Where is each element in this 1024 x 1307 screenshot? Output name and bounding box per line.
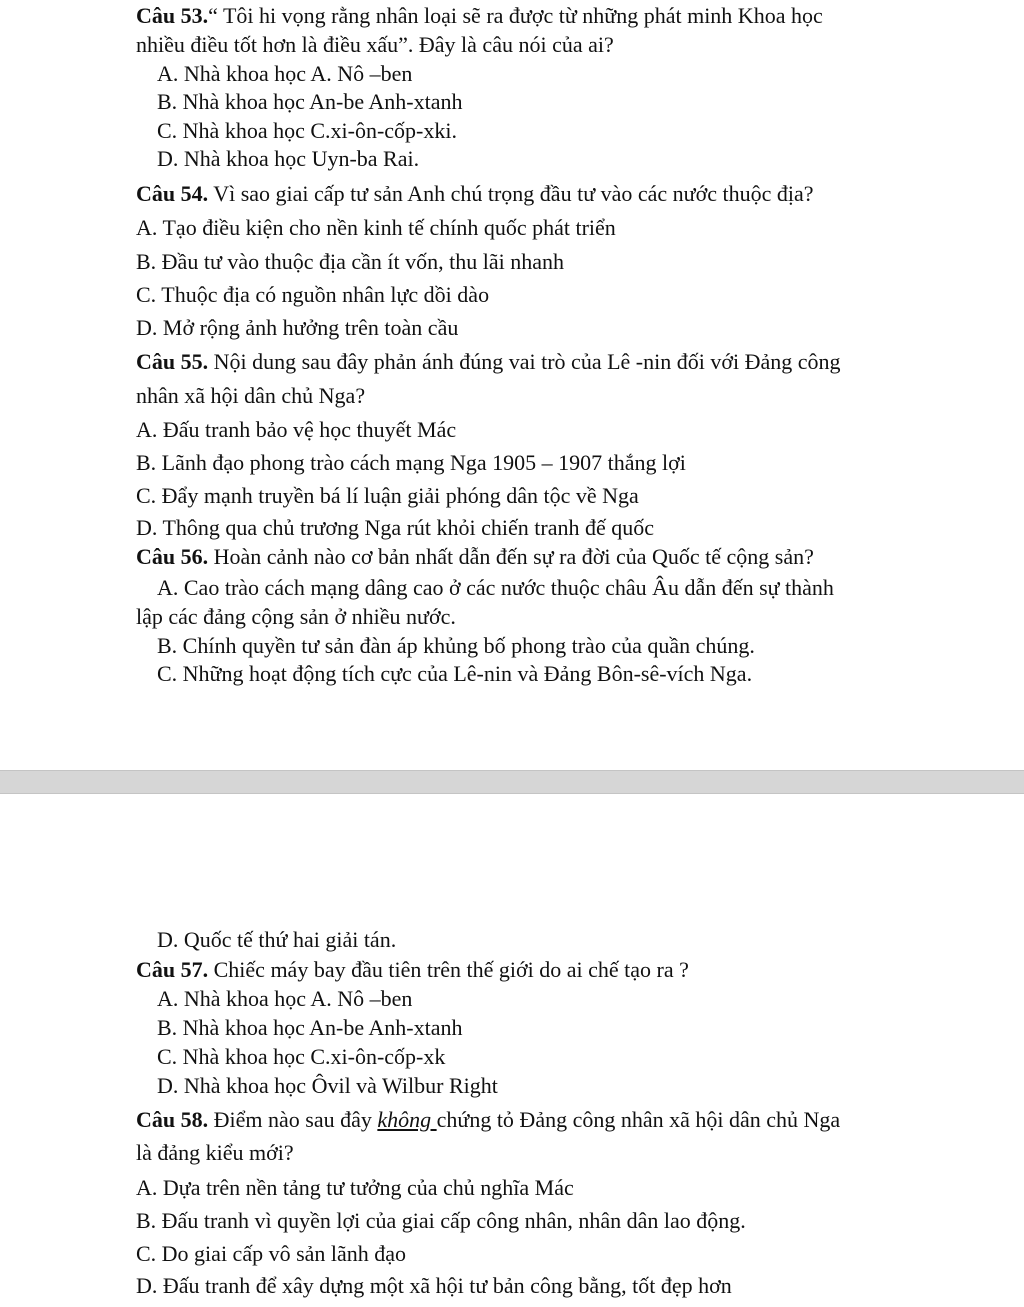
question-54-line1 bbox=[136, 180, 814, 208]
question-55-text: Nội dung sau đây phản ánh đúng vai trò của Lê -nin đối với Đảng công bbox=[208, 349, 841, 374]
question-53-option-a: A. Nhà khoa học A. Nô –ben bbox=[157, 61, 413, 86]
question-56-option-c: C. Những hoạt động tích cực của Lê-nin và Đảng Bôn-sê-vích Nga. bbox=[157, 661, 753, 686]
question-56-text: Hoàn cảnh nào cơ bản nhất dẫn đến sự ra đời của Quốc tế cộng sản? bbox=[208, 544, 814, 569]
question-56-option-a-line1: A. Cao trào cách mạng dâng cao ở các nước thuộc châu Âu dẫn đến sự thành bbox=[157, 575, 834, 600]
question-55-line2: nhân xã hội dân chủ Nga? bbox=[136, 383, 366, 408]
question-55-number: Câu 55. bbox=[136, 349, 209, 374]
question-56-option-d: D. Quốc tế thứ hai giải tán. bbox=[157, 927, 397, 952]
question-58-text-before: Điểm nào sau đây bbox=[208, 1107, 378, 1132]
question-58-line1 bbox=[136, 1106, 840, 1134]
question-55-option-a: A. Đấu tranh bảo vệ học thuyết Mác bbox=[136, 417, 457, 442]
question-56-option-a-line2: lập các đảng cộng sản ở nhiều nước. bbox=[136, 604, 456, 629]
question-57-number: Câu 57. bbox=[136, 957, 209, 982]
question-55-line1 bbox=[136, 348, 841, 376]
question-58-option-d: D. Đấu tranh để xây dựng một xã hội tư bản công bằng, tốt đẹp hơn bbox=[136, 1273, 732, 1298]
question-58-line2: là đảng kiểu mới? bbox=[136, 1140, 294, 1165]
question-58-option-a: A. Dựa trên nền tảng tư tưởng của chủ nghĩa Mác bbox=[136, 1175, 574, 1200]
question-56-line1 bbox=[136, 543, 814, 571]
question-53-text: “ Tôi hi vọng rằng nhân loại sẽ ra được từ những phát minh Khoa học bbox=[208, 3, 823, 28]
question-57-option-a: A. Nhà khoa học A. Nô –ben bbox=[157, 986, 413, 1011]
question-54-option-c: C. Thuộc địa có nguồn nhân lực dồi dào bbox=[136, 282, 490, 307]
question-57-option-b: B. Nhà khoa học An-be Anh-xtanh bbox=[157, 1015, 463, 1040]
page-break-separator bbox=[0, 770, 1024, 794]
question-58-emphasis: không bbox=[377, 1107, 437, 1132]
question-58-option-b: B. Đấu tranh vì quyền lợi của giai cấp công nhân, nhân dân lao động. bbox=[136, 1208, 746, 1233]
question-53-option-b: B. Nhà khoa học An-be Anh-xtanh bbox=[157, 89, 463, 114]
question-57-option-c: C. Nhà khoa học C.xi-ôn-cốp-xk bbox=[157, 1044, 446, 1069]
question-54-option-d: D. Mở rộng ảnh hưởng trên toàn cầu bbox=[136, 315, 459, 340]
question-57-text: Chiếc máy bay đầu tiên trên thế giới do ai chế tạo ra ? bbox=[208, 957, 689, 982]
question-58-option-c: C. Do giai cấp vô sản lãnh đạo bbox=[136, 1241, 407, 1266]
question-55-option-d: D. Thông qua chủ trương Nga rút khỏi chiến tranh đế quốc bbox=[136, 515, 655, 540]
question-54-number: Câu 54. bbox=[136, 181, 209, 206]
question-57-option-d: D. Nhà khoa học Ôvil và Wilbur Right bbox=[157, 1073, 498, 1098]
question-58-text-after: chứng tỏ Đảng công nhân xã hội dân chủ Nga bbox=[436, 1107, 841, 1132]
question-54-text: Vì sao giai cấp tư sản Anh chú trọng đầu tư vào các nước thuộc địa? bbox=[208, 181, 814, 206]
question-56-option-b: B. Chính quyền tư sản đàn áp khủng bố phong trào của quần chúng. bbox=[157, 633, 755, 658]
question-53-line2: nhiều điều tốt hơn là điều xấu”. Đây là câu nói của ai? bbox=[136, 32, 614, 57]
question-53-option-d: D. Nhà khoa học Uyn-ba Rai. bbox=[157, 146, 420, 171]
document-page-bottom bbox=[0, 794, 1024, 1307]
question-58-number: Câu 58. bbox=[136, 1107, 209, 1132]
question-55-option-c: C. Đẩy mạnh truyền bá lí luận giải phóng dân tộc về Nga bbox=[136, 483, 639, 508]
question-56-number: Câu 56. bbox=[136, 544, 209, 569]
question-53-line1 bbox=[136, 2, 823, 30]
question-54-option-b: B. Đầu tư vào thuộc địa cần ít vốn, thu lãi nhanh bbox=[136, 249, 565, 274]
question-54-option-a: A. Tạo điều kiện cho nền kinh tế chính quốc phát triển bbox=[136, 215, 616, 240]
question-57-line1 bbox=[136, 956, 689, 984]
question-55-option-b: B. Lãnh đạo phong trào cách mạng Nga 1905 – 1907 thắng lợi bbox=[136, 450, 686, 475]
question-53-option-c: C. Nhà khoa học C.xi-ôn-cốp-xki. bbox=[157, 118, 457, 143]
question-53-number: Câu 53. bbox=[136, 3, 209, 28]
